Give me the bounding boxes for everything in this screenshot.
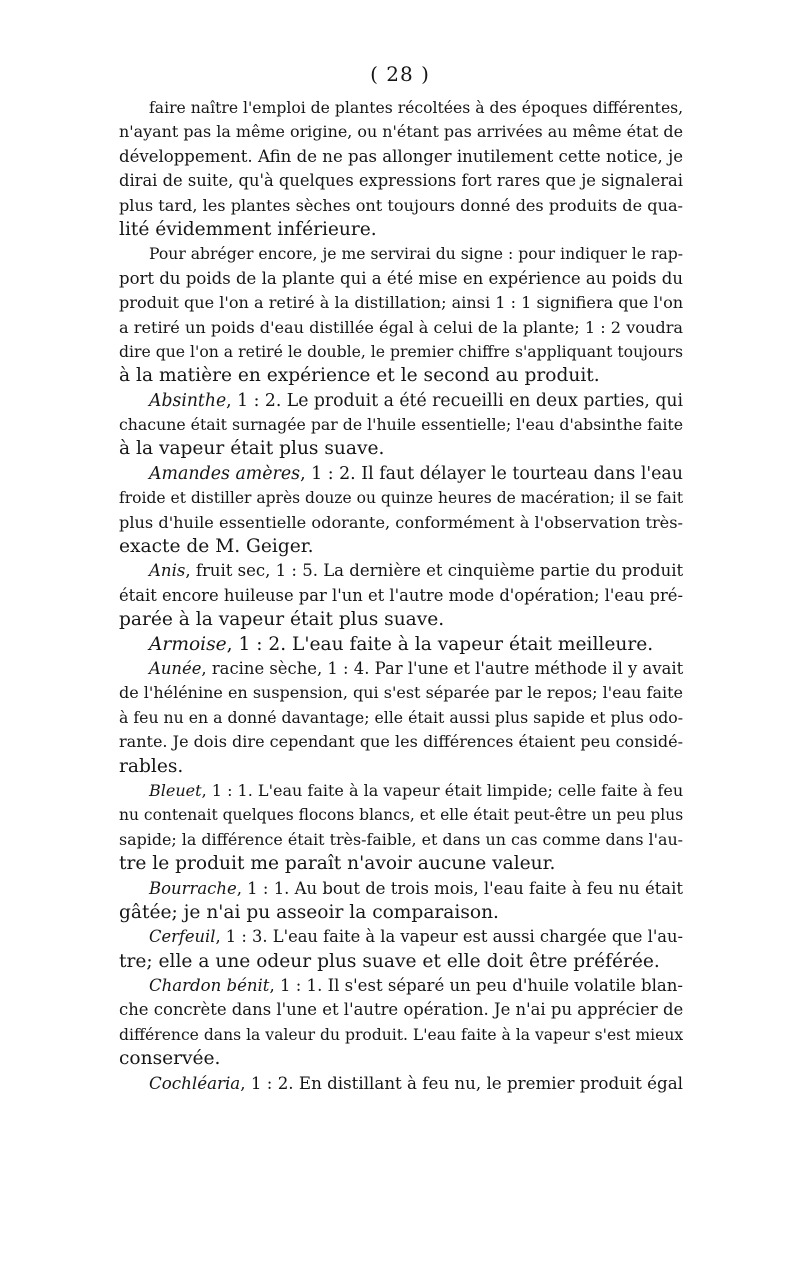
- line-text: , 1 : 1. L'eau faite à la vapeur était limpide; celle faite à feu: [201, 780, 684, 800]
- line-text: dire que l'on a retiré le double, le premier chiffre s'appliquant toujours: [119, 341, 683, 361]
- text-line: [119, 316, 683, 340]
- text-line: [119, 1023, 683, 1047]
- body-text: [119, 96, 683, 1096]
- text-line: [119, 730, 683, 754]
- text-line: [119, 998, 683, 1022]
- line-text: était encore huileuse par l'un et l'autre mode d'opération; l'eau pré-: [119, 585, 684, 605]
- text-line: [119, 803, 683, 827]
- line-text: port du poids de la plante qui a été mise en expérience au poids du: [119, 268, 683, 288]
- line-text: , 1 : 1. Au bout de trois mois, l'eau faite à feu nu était: [236, 878, 683, 898]
- text-line: [119, 96, 683, 120]
- text-line: [119, 364, 683, 388]
- paragraph: [119, 974, 683, 1072]
- line-text: , 1 : 2. Le produit a été recueilli en deux parties, qui: [226, 390, 684, 411]
- text-line: [119, 462, 683, 486]
- entry-term: Bleuet: [149, 780, 202, 800]
- line-text: froide et distiller après douze ou quinze heures de macération; il se fait: [119, 489, 684, 508]
- text-line: [119, 779, 683, 803]
- paragraph: [119, 96, 683, 242]
- text-line: [119, 194, 683, 218]
- text-line: [119, 681, 683, 705]
- line-text: a retiré un poids d'eau distillée égal à celui de la plante; 1 : 2 voudra: [119, 317, 683, 337]
- text-line: [119, 657, 683, 681]
- paragraph: [119, 462, 683, 560]
- line-text: , 1 : 3. L'eau faite à la vapeur est aussi chargée que l'au-: [215, 927, 683, 947]
- text-line: [119, 925, 683, 949]
- text-line: [119, 340, 683, 364]
- line-text: , fruit sec, 1 : 5. La dernière et cinquième partie du produit: [185, 561, 684, 581]
- text-line: [119, 389, 683, 413]
- text-line: [119, 511, 683, 535]
- line-text: tre le produit me paraît n'avoir aucune valeur.: [119, 853, 556, 875]
- paragraph: [119, 1072, 683, 1096]
- line-text: dirai de suite, qu'à quelques expressions fort rares que je signalerai: [119, 171, 683, 191]
- paragraph: [119, 657, 683, 779]
- paragraph: [119, 779, 683, 877]
- text-line: [119, 413, 683, 437]
- line-text: conservée.: [119, 1048, 221, 1070]
- entry-term: Anis: [149, 561, 186, 581]
- paragraph: [119, 559, 683, 632]
- text-line: [119, 267, 683, 291]
- text-line: [119, 559, 683, 583]
- line-text: , racine sèche, 1 : 4. Par l'une et l'autre méthode il y avait: [201, 658, 684, 678]
- entry-term: Armoise: [149, 633, 227, 655]
- line-text: exacte de M. Geiger.: [119, 536, 314, 558]
- entry-term: Cochléaria: [149, 1073, 241, 1093]
- text-line: [119, 1047, 683, 1071]
- line-text: sapide; la différence était très-faible, et dans un cas comme dans l'au-: [119, 829, 684, 849]
- text-line: [119, 535, 683, 559]
- text-line: [119, 950, 683, 974]
- line-text: de l'hélénine en suspension, qui s'est séparée par le repos; l'eau faite: [119, 683, 683, 703]
- text-line: [119, 437, 683, 461]
- text-line: [119, 852, 683, 876]
- line-text: , 1 : 2. Il faut délayer le tourteau dans l'eau: [300, 463, 683, 484]
- line-text: Pour abréger encore, je me servirai du signe : pour indiquer le rap-: [149, 245, 684, 264]
- text-line: [119, 877, 683, 901]
- text-line: [119, 828, 683, 852]
- line-text: à la matière en expérience et le second au produit.: [119, 365, 600, 387]
- text-line: [119, 169, 683, 193]
- line-text: nu contenait quelques flocons blancs, et elle était peut-être un peu plus: [119, 806, 684, 825]
- text-line: [119, 291, 683, 315]
- paragraph: [119, 389, 683, 462]
- line-text: à la vapeur était plus suave.: [119, 438, 385, 460]
- line-text: à feu nu en a donné davantage; elle était aussi plus sapide et plus odo-: [119, 707, 683, 727]
- text-line: [119, 584, 683, 608]
- line-text: produit que l'on a retiré à la distillation; ainsi 1 : 1 signifiera que l'on: [119, 293, 684, 313]
- line-text: faire naître l'emploi de plantes récoltées à des époques différentes,: [149, 99, 684, 117]
- entry-term: Chardon bénit: [149, 976, 270, 996]
- line-text: chacune était surnagée par de l'huile essentielle; l'eau d'absinthe faite: [119, 415, 684, 435]
- line-text: , 1 : 1. Il s'est séparé un peu d'huile volatile blan-: [269, 976, 683, 996]
- line-text: plus tard, les plantes sèches ont toujours donné des produits de qua-: [119, 195, 683, 215]
- line-text: che concrète dans l'une et l'autre opération. Je n'ai pu apprécier de: [119, 1000, 684, 1020]
- line-text: tre; elle a une odeur plus suave et elle doit être préférée.: [119, 950, 660, 972]
- line-text: développement. Afin de ne pas allonger inutilement cette notice, je: [119, 146, 683, 166]
- line-text: lité évidemment inférieure.: [119, 218, 377, 240]
- text-line: [119, 974, 683, 998]
- text-line: [119, 120, 683, 144]
- text-line: [119, 901, 683, 925]
- page-number: ( 28 ): [370, 62, 430, 86]
- entry-term: Absinthe: [149, 390, 227, 411]
- line-text: rables.: [119, 755, 184, 777]
- entry-term: Amandes amères: [149, 463, 301, 484]
- text-line: [119, 1072, 683, 1096]
- text-line: [119, 145, 683, 169]
- line-text: gâtée; je n'ai pu asseoir la comparaison.: [119, 901, 499, 923]
- paragraph: [119, 633, 683, 657]
- paragraph: [119, 925, 683, 974]
- text-line: [119, 706, 683, 730]
- text-line: [119, 608, 683, 632]
- entry-term: Cerfeuil: [149, 927, 216, 947]
- text-line: [119, 755, 683, 779]
- text-line: [119, 486, 683, 510]
- text-line: [119, 218, 683, 242]
- line-text: , 1 : 2. En distillant à feu nu, le premier produit égal: [240, 1073, 683, 1093]
- line-text: plus d'huile essentielle odorante, conformément à l'observation très-: [119, 512, 683, 532]
- paragraph: [119, 242, 683, 388]
- text-line: [119, 242, 683, 266]
- paragraph: [119, 877, 683, 926]
- entry-term: Aunée: [149, 658, 202, 678]
- line-text: différence dans la valeur du produit. L'eau faite à la vapeur s'est mieux: [119, 1025, 684, 1044]
- entry-term: Bourrache: [149, 878, 237, 898]
- line-text: , 1 : 2. L'eau faite à la vapeur était meilleure.: [226, 633, 654, 655]
- text-line: [119, 633, 683, 657]
- line-text: n'ayant pas la même origine, ou n'étant pas arrivées au même état de: [119, 122, 684, 142]
- line-text: rante. Je dois dire cependant que les différences étaient peu considé-: [119, 732, 683, 752]
- line-text: parée à la vapeur était plus suave.: [119, 609, 445, 631]
